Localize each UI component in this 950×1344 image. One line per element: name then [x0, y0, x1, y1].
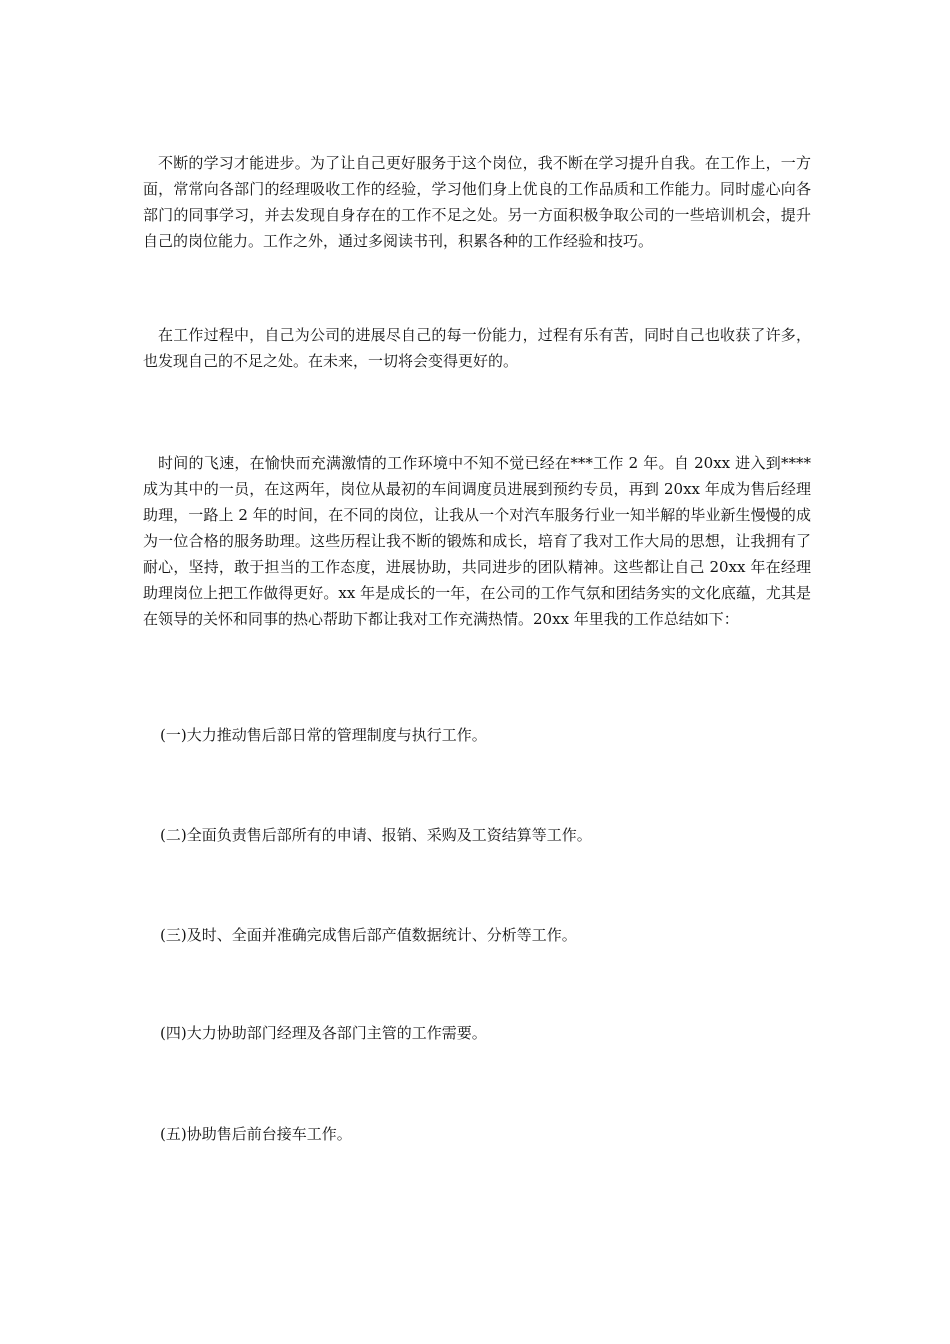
- list-item-5: (五)协助售后前台接车工作。: [160, 1125, 352, 1143]
- list-item-2: (二)全面负责售后部所有的申请、报销、采购及工资结算等工作。: [160, 826, 592, 844]
- paragraph-time-summary: 时间的飞速，在愉快而充满激情的工作环境中不知不觉已经在***工作 2 年。自 20xx 进入到****成为其中的一员，在这两年，岗位从最初的车间调度员进展到预约专员，再到 20xx 年成为售后经理助理，一路上 2 年的时间，在不同的岗位，让我从一个对汽车服务行业一知半解的毕业新生慢慢的成为一位合格的服务助理。这些历程让我不断的锻炼和成长，培育了我对工作大局的思想，让我拥有了耐心，坚持，敢于担当的工作态度，进展协助，共同进步的团队精神。这些都让自己 20xx 年在经理助理岗位上把工作做得更好。xx 年是成长的一年，在公司的工作气氛和团结务实的文化底蕴，尤其是在领导的关怀和同事的热心帮助下都让我对工作充满热情。20xx 年里我的工作总结如下：: [143, 454, 811, 628]
- list-item-1: (一)大力推动售后部日常的管理制度与执行工作。: [160, 726, 487, 744]
- paragraph-work-process: 在工作过程中，自己为公司的进展尽自己的每一份能力，过程有乐有苦，同时自己也收获了许多，也发现自己的不足之处。在未来，一切将会变得更好的。: [143, 326, 811, 370]
- list-item-4: (四)大力协助部门经理及各部门主管的工作需要。: [160, 1024, 487, 1042]
- paragraph-learning: 不断的学习才能进步。为了让自己更好服务于这个岗位，我不断在学习提升自我。在工作上，一方面，常常向各部门的经理吸收工作的经验，学习他们身上优良的工作品质和工作能力。同时虚心向各部门的同事学习，并去发现自身存在的工作不足之处。另一方面积极争取公司的一些培训机会，提升自己的岗位能力。工作之外，通过多阅读书刊，积累各种的工作经验和技巧。: [143, 154, 811, 250]
- list-item-3: (三)及时、全面并准确完成售后部产值数据统计、分析等工作。: [160, 926, 577, 944]
